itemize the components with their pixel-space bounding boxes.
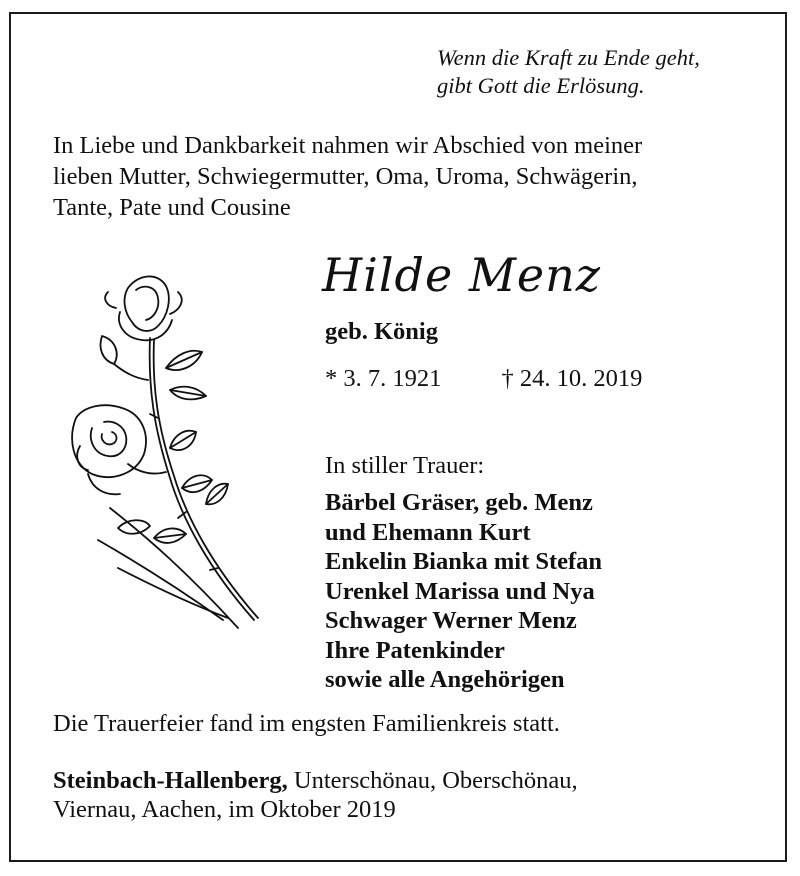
service-note: Die Trauerfeier fand im engsten Familienkreis statt. (53, 710, 560, 737)
mourning-label: In stiller Trauer: (325, 452, 485, 479)
intro-line-1: In Liebe und Dankbarkeit nahmen wir Abschied von meiner (53, 132, 643, 159)
intro-line-3: Tante, Pate und Cousine (53, 194, 291, 221)
intro-text (53, 130, 753, 223)
intro-line-2: lieben Mutter, Schwiegermutter, Oma, Uroma, Schwägerin, (53, 163, 638, 190)
mourner-item: Schwager Werner Menz (325, 607, 577, 634)
mourner-item: sowie alle Angehörigen (325, 666, 565, 693)
mourner-item: Bärbel Gräser, geb. Menz (325, 489, 593, 516)
motto-line-2: gibt Gott die Erlösung. (437, 73, 645, 98)
other-places: Unterschönau, Oberschönau, (287, 767, 578, 794)
life-dates (325, 365, 642, 393)
mourner-item: Enkelin Bianka mit Stefan (325, 548, 603, 575)
places-line-1 (53, 766, 693, 795)
main-place: Steinbach-Hallenberg, (53, 767, 288, 794)
places-line-2: Viernau, Aachen, im Oktober 2019 (53, 796, 396, 823)
birth-name: geb. König (325, 318, 438, 345)
death-date: † 24. 10. 2019 (501, 365, 643, 392)
rose-icon (58, 268, 268, 633)
mourners-list (325, 488, 602, 695)
motto (437, 44, 700, 100)
motto-line-1: Wenn die Kraft zu Ende geht, (437, 45, 700, 70)
places-line (53, 766, 693, 824)
deceased-name: Hilde Menz (322, 248, 602, 302)
birth-date: * 3. 7. 1921 (325, 365, 442, 392)
mourner-item: und Ehemann Kurt (325, 518, 531, 546)
mourner-item: Urenkel Marissa und Nya (325, 577, 595, 605)
mourner-item: Ihre Patenkinder (325, 636, 505, 664)
